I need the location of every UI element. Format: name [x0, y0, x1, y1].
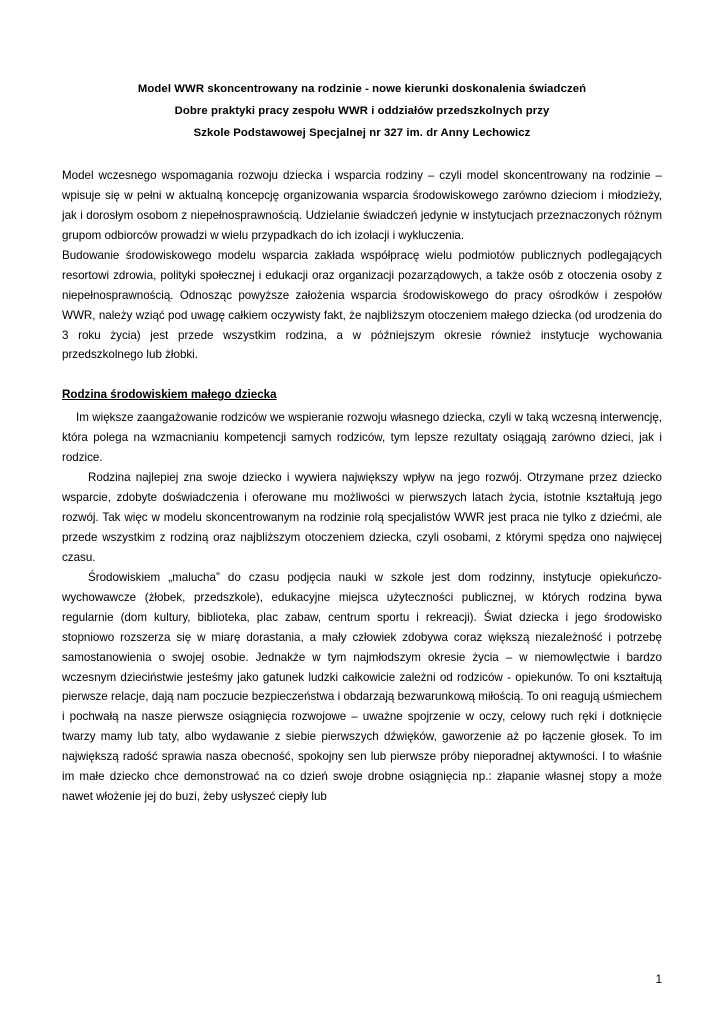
title-line-2: Dobre praktyki pracy zespołu WWR i oddziałów przedszkolnych przy [174, 105, 550, 118]
page-number: 1 [655, 974, 662, 986]
section-heading-family: Rodzina środowiskiem małego dziecka [62, 388, 277, 402]
paragraph-child-environment: Środowiskiem „malucha” do czasu podjęcia nauki w szkole jest dom rodzinny, instytucje opiekuńczo-wychowawcze (żłobek, przedszkole), edukacyjne miejsca użyteczności publicznej, w których rodzina bywa regularnie (dom kultury, biblioteka, plac zabaw, centrum sportu i rekreacji). Świat dziecka i jego środowisko stopniowo rozszerza się w miarę dorastania, a mały człowiek zdobywa coraz większą niezależność i potrzebę samostanowienia o swojej osobie. Jednakże w tym najmłodszym okresie życia – w niemowlęctwie i bardzo wczesnym dzieciństwie jesteśmy jako gatunek ludzki całkowicie zależni od rodziców - opiekunów. To oni kształtują pierwsze relacje, dają nam poczucie bezpieczeństwa i obdarzają bezwarunkową miłością. To oni reagują uśmiechem i pochwałą na nasze pierwsze osiągnięcia rozwojowe – uważne spojrzenie w oczy, celowy ruch ręki i dotknięcie twarzy mamy lub taty, albo wydawanie z siebie pierwszych dźwięków, gaworzenie aż po łączenie głosek. To im największą radość sprawia nasza obecność, spokojny sen lub pierwsze próby nieporadnej aktywności. I to właśnie im małe dziecko chce demonstrować na co dzień swoje drobne osiągnięcia np.: złapanie własnej stopy a może nawet włożenie jej do buzi, żeby usłyszeć ciepły lub [62, 570, 662, 804]
document-body [62, 166, 662, 807]
paragraph-environment-model: Budowanie środowiskowego modelu wsparcia zakłada współpracę wielu podmiotów publicznych podlegających resortowi zdrowia, polityki społecznej i edukacji oraz organizacji pozarządowych, a także osób z otoczenia osoby z niepełnosprawnością. Odnosząc powyższe założenia wsparcia środowiskowego do pracy ośrodków i zespołów WWR, należy wziąć pod uwagę całkiem oczywisty fakt, że najbliższym otoczeniem małego dziecka (od urodzenia do 3 roku życia) jest przede wszystkim rodzina, a w późniejszym okresie również instytucje wychowania przedszkolnego lub żłobki. [62, 248, 662, 362]
paragraph-family-knows-child: Rodzina najlepiej zna swoje dziecko i wywiera największy wpływ na jego rozwój. Otrzymane przez dziecko wsparcie, zdobyte doświadczenia i oferowane mu możliwości w pierwszych latach życia, istotnie kształtują jego rozwój. Tak więc w modelu skoncentrowanym na rodzinie rolą specjalistów WWR jest praca nie tylko z dziećmi, ale przede wszystkim z rodziną oraz najbliższym otoczeniem dziecka, czyli osobami, z którymi spędza ono najwięcej czasu. [62, 471, 662, 564]
paragraph-parent-engagement: Im większe zaangażowanie rodziców we wspieranie rozwoju własnego dziecka, czyli w taką wczesną interwencję, która polega na wzmacnianiu kompetencji samych rodziców, tym lepsze rezultaty osiągają zarówno dzieci, jak i rodzice. [62, 411, 662, 465]
document-title [62, 78, 662, 144]
title-line-1: Model WWR skoncentrowany na rodzinie - nowe kierunki doskonalenia świadczeń [137, 83, 587, 95]
paragraph-intro: Model wczesnego wspomagania rozwoju dziecka i wsparcia rodziny – czyli model skoncentrowany na rodzinie – wpisuje się w pełni w aktualną koncepcję organizowania wsparcia środowiskowego zarówno dzieciom i młodzieży, jak i dorosłym osobom z niepełnosprawnością. Udzielanie świadczeń jedynie w instytucjach przeznaczonych różnym grupom odbiorców prowadzi w wielu przypadkach do ich izolacji i wykluczenia. [62, 169, 662, 242]
title-line-3: Szkole Podstawowej Specjalnej nr 327 im. dr Anny Lechowicz [193, 127, 531, 140]
